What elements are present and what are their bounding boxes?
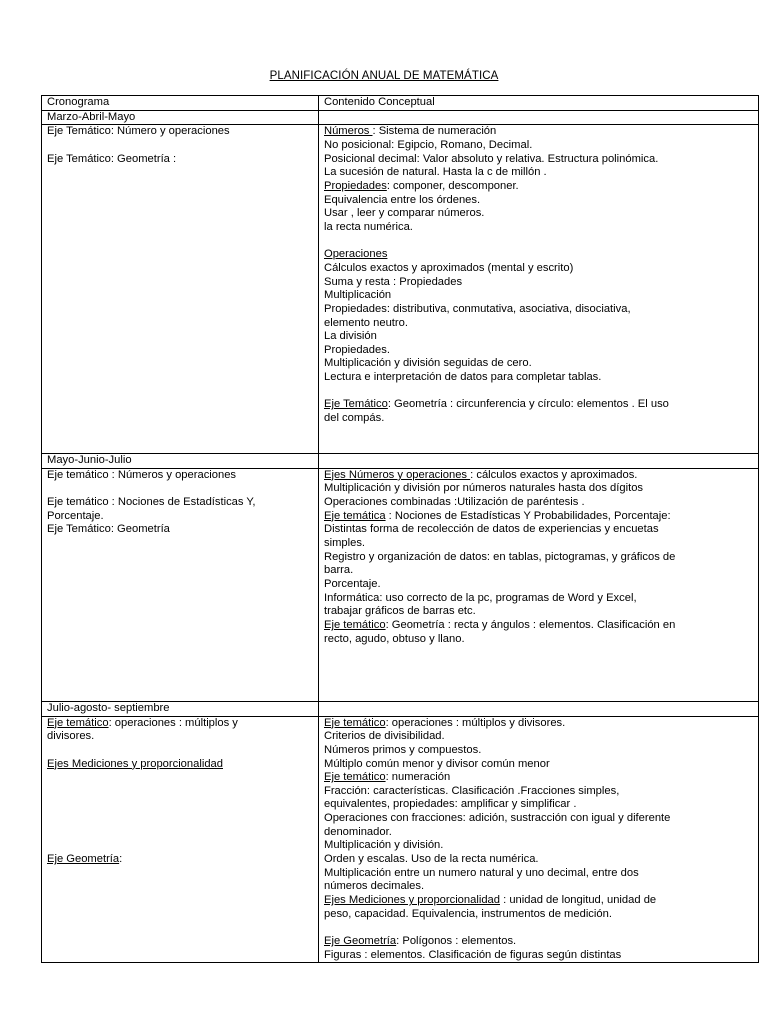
contenido-line: Operaciones <box>324 248 388 261</box>
eje-line <box>47 826 313 840</box>
contenido-line <box>324 385 753 399</box>
contenido-cell <box>319 468 759 701</box>
contenido-line: Propiedades: distributiva, conmutativa, asociativa, disociativa, <box>324 302 631 315</box>
eje-line <box>47 798 313 812</box>
contenido-line: Multiplicación y división por números naturales hasta dos dígitos <box>324 482 644 495</box>
contenido-line: peso, capacidad. Equivalencia, instrumentos de medición. <box>324 907 612 920</box>
contenido-line <box>324 510 753 524</box>
line-text: : cálculos exactos y aproximados. <box>470 468 638 481</box>
contenido-line <box>324 921 753 935</box>
content-row <box>42 468 759 701</box>
header-contenido: Contenido Conceptual <box>319 96 759 111</box>
contenido-line: Porcentaje. <box>324 577 381 590</box>
contenido-line: recto, agudo, obtuso y llano. <box>324 632 465 645</box>
planning-table <box>41 95 759 963</box>
contenido-line: trabajar gráficos de barras etc. <box>324 605 476 618</box>
contenido-line <box>324 660 753 674</box>
eje-line <box>47 771 313 785</box>
contenido-cell <box>319 125 759 454</box>
contenido-line: Fracción: características. Clasificación .Fracciones simples, <box>324 784 620 797</box>
eje-line: Eje Temático: Geometría <box>47 523 170 536</box>
contenido-line <box>324 469 753 483</box>
contenido-line: Figuras : elementos. Clasificación de figuras según distintas <box>324 948 622 961</box>
line-text: : unidad de longitud, unidad de <box>500 894 657 907</box>
contenido-line <box>324 235 753 249</box>
contenido-line <box>324 894 753 908</box>
contenido-line: Lectura e interpretación de datos para completar tablas. <box>324 371 602 384</box>
contenido-line: del compás. <box>324 412 385 425</box>
line-text: : <box>119 853 123 866</box>
eje-line: Eje temático : Nociones de Estadísticas Y, <box>47 496 256 509</box>
line-text: : operaciones : múltiplos y <box>108 716 238 729</box>
eje-line: Eje temático : Números y operaciones <box>47 468 237 481</box>
contenido-line <box>324 180 753 194</box>
contenido-line: Usar , leer y comparar números. <box>324 207 485 220</box>
contenido-line: Orden y escalas. Uso de la recta numérica. <box>324 853 539 866</box>
content-row <box>42 716 759 963</box>
line-text: : componer, descomponer. <box>386 179 519 192</box>
header-cronograma: Cronograma <box>42 96 319 111</box>
contenido-line: Posicional decimal: Valor absoluto y relativa. Estructura polinómica. <box>324 152 659 165</box>
period-row <box>42 110 759 125</box>
period-label: Julio-agosto- septiembre <box>42 701 319 716</box>
contenido-line: Números primos y compuestos. <box>324 743 482 756</box>
line-text: : Sistema de numeración <box>372 125 497 138</box>
contenido-line <box>324 935 753 949</box>
contenido-line: Multiplicación y división seguidas de cero. <box>324 357 532 370</box>
eje-line <box>47 785 313 799</box>
contenido-line: Multiplicación y división. <box>324 839 444 852</box>
contenido-line: La sucesión de natural. Hasta la c de millón . <box>324 166 547 179</box>
line-text: : Geometría : recta y ángulos : elementos. Clasificación en <box>385 618 676 631</box>
eje-line: Porcentaje. <box>47 509 104 522</box>
contenido-cell <box>319 716 759 963</box>
contenido-line: barra. <box>324 564 354 577</box>
period-empty-cell <box>319 110 759 125</box>
underlined-heading: Eje temático <box>47 716 109 729</box>
content-row <box>42 125 759 454</box>
contenido-line: elemento neutro. <box>324 316 408 329</box>
contenido-line: Cálculos exactos y aproximados (mental y escrito) <box>324 261 574 274</box>
line-text: : Polígonos : elementos. <box>396 935 517 948</box>
underlined-heading: Ejes Mediciones y proporcionalidad <box>324 894 500 907</box>
underlined-heading: Propiedades <box>324 179 387 192</box>
contenido-line: Propiedades. <box>324 343 390 356</box>
period-row <box>42 454 759 469</box>
contenido-line <box>324 125 753 139</box>
eje-line <box>47 839 313 853</box>
underlined-heading: Números <box>324 125 373 138</box>
table-header-row <box>42 96 759 111</box>
eje-line <box>47 139 313 153</box>
eje-cell <box>42 468 319 701</box>
eje-line: divisores. <box>47 730 95 743</box>
underlined-heading: Ejes Números y operaciones <box>324 468 471 481</box>
period-label: Marzo-Abril-Mayo <box>42 110 319 125</box>
contenido-line <box>324 646 753 660</box>
contenido-line: Multiplicación <box>324 289 392 302</box>
eje-line <box>47 812 313 826</box>
contenido-line <box>324 619 753 633</box>
contenido-line: Registro y organización de datos: en tablas, pictogramas, y gráficos de <box>324 550 676 563</box>
contenido-line: la recta numérica. <box>324 220 413 233</box>
underlined-heading: Eje temática <box>324 509 386 522</box>
underlined-heading: Eje Geometría <box>324 935 397 948</box>
underlined-heading: Eje Geometría <box>47 853 120 866</box>
underlined-heading: Eje temático <box>324 618 386 631</box>
contenido-line: Equivalencia entre los órdenes. <box>324 193 481 206</box>
contenido-line: Suma y resta : Propiedades <box>324 275 463 288</box>
line-text: : Nociones de Estadísticas Y Probabilidades, Porcentaje: <box>385 509 671 522</box>
contenido-line: Informática: uso correcto de la pc, programas de Word y Excel, <box>324 591 637 604</box>
underlined-heading: Eje temático <box>324 771 386 784</box>
eje-line <box>47 482 313 496</box>
period-empty-cell <box>319 701 759 716</box>
line-text: : numeración <box>385 771 451 784</box>
contenido-line: Operaciones combinadas :Utilización de paréntesis . <box>324 496 585 509</box>
eje-line <box>47 853 313 867</box>
underlined-heading: Eje temático <box>324 716 386 729</box>
contenido-line: Operaciones con fracciones: adición, sustracción con igual y diferente <box>324 812 671 825</box>
contenido-line: Criterios de divisibilidad. <box>324 730 445 743</box>
underlined-heading: Eje Temático <box>324 398 388 411</box>
contenido-line: Múltiplo común menor y divisor común menor <box>324 757 550 770</box>
contenido-line <box>324 439 753 453</box>
eje-cell <box>42 716 319 963</box>
contenido-line: La división <box>324 330 377 343</box>
eje-line <box>47 717 313 731</box>
contenido-line: simples. <box>324 537 366 549</box>
contenido-line <box>324 771 753 785</box>
eje-line: Eje Temático: Geometría : <box>47 152 177 165</box>
eje-line: Eje Temático: Número y operaciones <box>47 125 230 138</box>
line-text: : Geometría : circunferencia y círculo: elementos . El uso <box>387 398 669 411</box>
eje-line <box>47 744 313 758</box>
document-title: PLANIFICACIÓN ANUAL DE MATEMÁTICA <box>269 70 499 82</box>
contenido-line: No posicional: Egipcio, Romano, Decimal. <box>324 138 533 151</box>
contenido-line: denominador. <box>324 825 392 838</box>
contenido-line: equivalentes, propiedades: amplificar y simplificar . <box>324 798 577 811</box>
contenido-line <box>324 717 753 731</box>
contenido-line <box>324 687 753 701</box>
contenido-line <box>324 426 753 440</box>
contenido-line <box>324 674 753 688</box>
period-row <box>42 701 759 716</box>
line-text: : operaciones : múltiplos y divisores. <box>385 716 566 729</box>
contenido-line: Multiplicación entre un numero natural y uno decimal, entre dos <box>324 866 639 879</box>
eje-cell <box>42 125 319 454</box>
contenido-line: Distintas forma de recolección de datos de experiencias y encuetas <box>324 523 659 536</box>
contenido-line <box>324 398 753 412</box>
period-empty-cell <box>319 454 759 469</box>
contenido-line: números decimales. <box>324 880 425 893</box>
eje-line <box>47 758 313 772</box>
underlined-heading: Ejes Mediciones y proporcionalidad <box>47 757 223 770</box>
period-label: Mayo-Junio-Julio <box>42 454 319 469</box>
